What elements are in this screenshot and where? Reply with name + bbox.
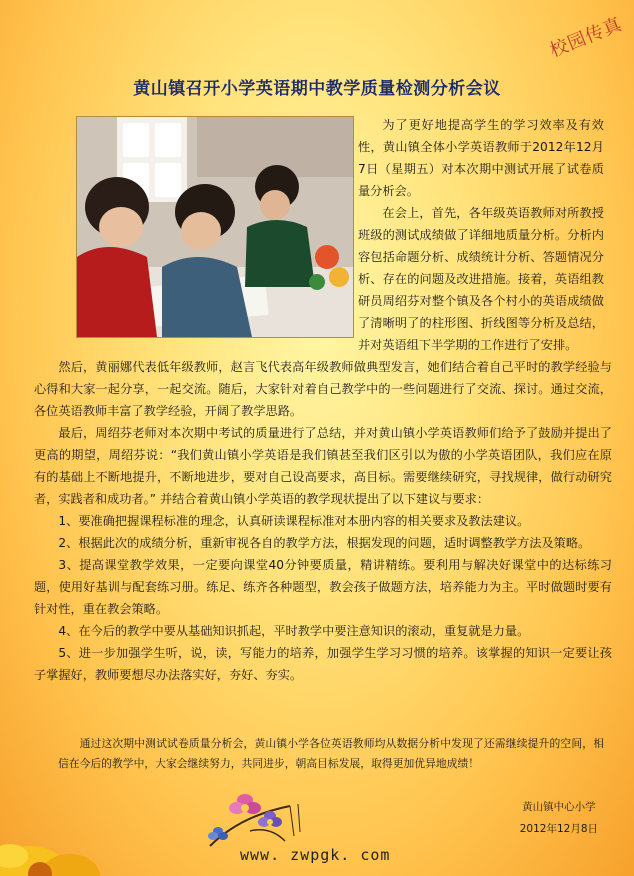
suggestion-item-2: 2、根据此次的成绩分析，重新审视各自的教学方法，根据发现的问题，适时调整教学方法及策略。: [58, 536, 591, 550]
article-paragraph-3: 然后，黄丽娜代表低年级教师，赵言飞代表高年级教师做典型发言，她们结合着自己平时的教学经验与心得和大家一起分享，一起交流。随后，大家针对着自己教学中的一些问题进行了交流、探讨。通过交流，各位英语教师丰富了教学经验，开阔了教学思路。: [34, 360, 612, 418]
page-title: 黄山镇召开小学英语期中教学质量检测分析会议: [133, 79, 501, 99]
article-paragraph-2: 在会上，首先，各年级英语教师对所教授班级的测试成绩做了详细地质量分析。分析内容包括命题分析、成绩统计分析、答题情况分析、存在的问题及改进措施。接着，英语组教研员周绍芬对整个镇及各个村小的英语成绩做了清晰明了的柱形图、折线图等分析及总结，并对英语组下半学期的工作进行了安排。: [358, 206, 604, 352]
suggestion-item-1: 1、要准确把握课程标准的理念，认真研读课程标准对本册内容的相关要求及教法建议。: [58, 514, 530, 528]
corner-label: 校园传真: [547, 13, 626, 62]
signature-school: 黄山镇中心小学: [522, 801, 596, 813]
signature-block: [520, 796, 598, 840]
suggestion-item-4: 4、在今后的教学中要从基础知识抓起，平时教学中要注意知识的滚动，重复就是力量。: [58, 624, 530, 638]
article-body: [34, 114, 612, 686]
flower-corner-icon: [0, 796, 120, 876]
article-paragraph-4: 最后，周绍芬老师对本次期中考试的质量进行了总结，并对黄山镇小学英语教师们给予了鼓励并提出了更高的期望，周绍芬说：“我们黄山镇小学英语是我们镇甚至我们区引以为傲的小学英语团队，我们应在原有的基础上不断地提升，不断地进步，要对自己设高要求，高目标。需要继续研究，寻找规律，做行动研究者，实践者和成功者。” 并结合着黄山镇小学英语的教学现状提出了以下建议与要求：: [34, 426, 612, 506]
photo-spacer: [74, 114, 358, 340]
signature-date: 2012年12月8日: [519, 823, 598, 835]
conclusion-paragraph: 通过这次期中测试试卷质量分析会，黄山镇小学各位英语教师均从数据分析中发现了还需继续提升的空间，相信在今后的教学中，大家会继续努力，共同进步，朝高目标发展，取得更加优异地成绩！: [58, 737, 604, 770]
suggestion-item-5: 5、进一步加强学生听，说，读，写能力的培养，加强学生学习习惯的培养。该掌握的知识一定要让孩子掌握好，教师要想尽办法落实好，夯好、夯实。: [34, 646, 612, 682]
suggestion-item-3: 3、提高课堂教学效果，一定要向课堂40分钟要质量，精讲精练。要利用与解决好课堂中的达标练习题，使用好基训与配套练习册。练足、练齐各种题型，教会孩子做题方法，培养能力为主。平时做题时要有针对性，重在教会策略。: [34, 558, 612, 616]
article-paragraph-1: 为了更好地提高学生的学习效率及有效性，黄山镇全体小学英语教师于2012年12月7日（星期五）对本次期中测试开展了试卷质量分析会。: [358, 118, 604, 198]
website-watermark: www. zwpgk. com: [240, 846, 391, 864]
